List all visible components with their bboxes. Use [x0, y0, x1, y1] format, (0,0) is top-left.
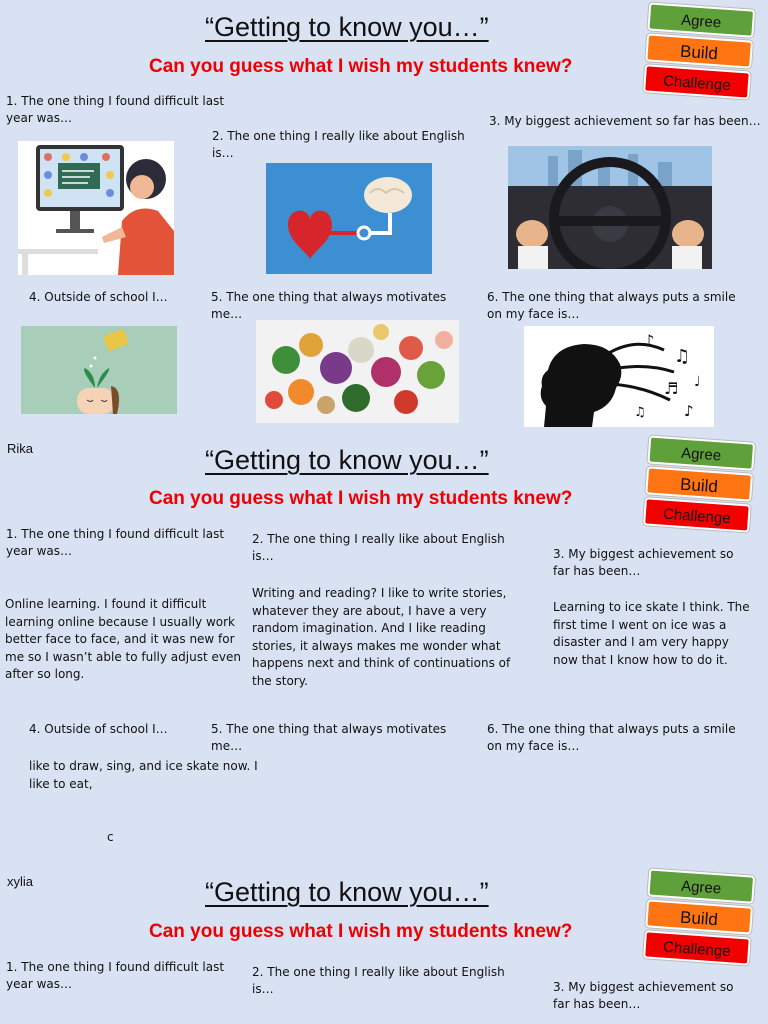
- agree-build-challenge-badge: [643, 2, 755, 102]
- agree-label: Agree: [647, 435, 755, 470]
- answer-2: Writing and reading? I like to write stories, whatever they are about, I have a very random imagination. And I like reading stories, it always makes me wonder what happens next and think of continuations of the story.: [252, 586, 511, 688]
- answer-3: Learning to ice skate I think. The first time I went on ice was a disaster and I am very happy now that I know how to do it.: [553, 600, 750, 667]
- agree-build-challenge-badge: [643, 435, 755, 535]
- answer-4: like to draw, sing, and ice skate now. I like to eat,: [29, 759, 258, 791]
- question-2: 2. The one thing I really like about English is…: [252, 965, 505, 996]
- question-6: 6. The one thing that always puts a smile on my face is…: [487, 290, 736, 321]
- question-2: 2. The one thing I really like about English is…: [212, 129, 465, 160]
- question-3: 3. My biggest achievement so far has been…: [553, 980, 734, 1011]
- challenge-label: Challenge: [643, 64, 751, 99]
- plant-head-illustration: [21, 326, 177, 414]
- online-learning-image: [18, 141, 174, 275]
- page-title: “Getting to know you…”: [205, 445, 489, 475]
- question-3: 3. My biggest achievement so far has been…: [489, 114, 761, 128]
- question-4: 4. Outside of school I…: [29, 722, 168, 736]
- page-subtitle: Can you guess what I wish my students knew?: [149, 56, 573, 77]
- student-name: Rika: [7, 441, 34, 456]
- svg-text:♫: ♫: [634, 405, 646, 420]
- build-label: Build: [645, 899, 753, 934]
- build-label: Build: [645, 466, 753, 501]
- challenge-label: Challenge: [643, 497, 751, 532]
- healthy-food-illustration: [256, 320, 459, 423]
- challenge-label: Challenge: [643, 930, 751, 965]
- question-5: 5. The one thing that always motivates me…: [211, 722, 447, 753]
- stray-text: c: [107, 830, 114, 844]
- question-6: 6. The one thing that always puts a smile on my face is…: [487, 722, 736, 753]
- heart-brain-image: [266, 163, 432, 274]
- healthy-food-image: [256, 320, 459, 423]
- svg-text:♬: ♬: [664, 379, 679, 398]
- question-1: 1. The one thing I found difficult last year was…: [6, 960, 225, 991]
- question-1: 1. The one thing I found difficult last year was…: [6, 527, 225, 558]
- question-2: 2. The one thing I really like about English is…: [252, 532, 505, 563]
- heart-brain-illustration: [266, 163, 432, 274]
- page-subtitle: Can you guess what I wish my students knew?: [149, 488, 573, 509]
- page-title: “Getting to know you…”: [205, 12, 489, 42]
- build-label: Build: [645, 33, 753, 68]
- agree-label: Agree: [647, 2, 755, 37]
- svg-text:♩: ♩: [694, 374, 701, 390]
- agree-label: Agree: [647, 868, 755, 903]
- question-5: 5. The one thing that always motivates me…: [211, 290, 447, 321]
- question-1: 1. The one thing I found difficult last year was…: [6, 94, 225, 125]
- plant-head-image: [21, 326, 177, 414]
- page-title: “Getting to know you…”: [205, 877, 489, 907]
- page-subtitle: Can you guess what I wish my students knew?: [149, 921, 573, 942]
- music-silhouette-illustration: [524, 326, 714, 427]
- svg-text:♪: ♪: [644, 331, 655, 350]
- answer-1: Online learning. I found it difficult learning online because I usually work better face to face, and it was new for me so I wasn’t able to fully adjust even after so long.: [5, 597, 241, 681]
- student-name: xylia: [7, 874, 34, 889]
- svg-text:♪: ♪: [684, 402, 694, 420]
- svg-text:♫: ♫: [674, 346, 691, 367]
- agree-build-challenge-badge: [643, 868, 755, 968]
- steering-wheel-illustration: [508, 146, 712, 269]
- music-silhouette-image: [524, 326, 714, 427]
- online-learning-illustration: [18, 141, 174, 275]
- question-4: 4. Outside of school I…: [29, 290, 168, 304]
- question-3: 3. My biggest achievement so far has been…: [553, 547, 734, 578]
- steering-wheel-image: [508, 146, 712, 269]
